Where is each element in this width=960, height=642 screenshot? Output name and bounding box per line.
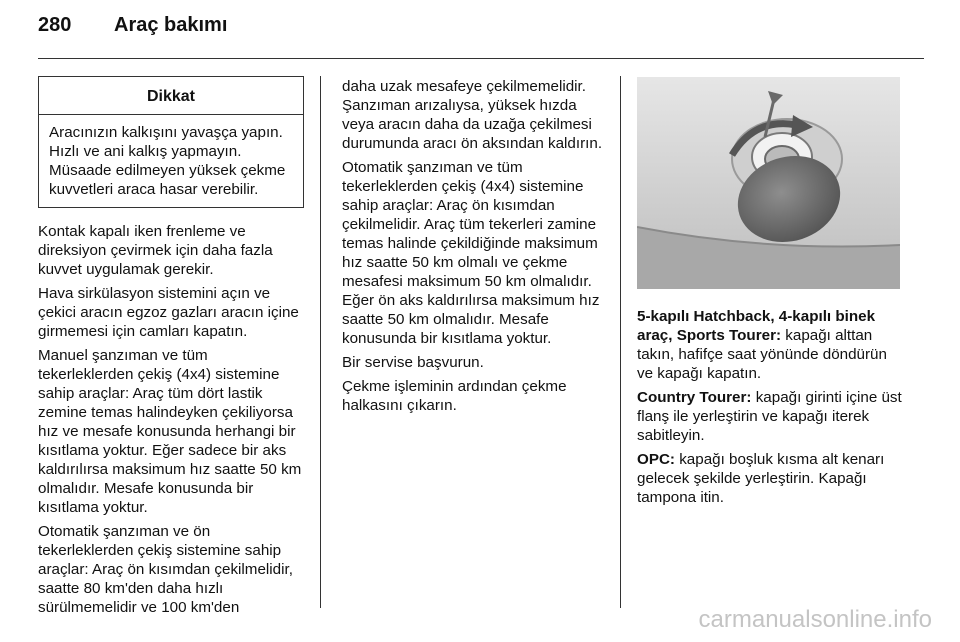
header-rule (38, 58, 924, 59)
paragraph: Çekme işleminin ardından çekme halkasını çıkarın. (342, 378, 567, 414)
cover-illustration (637, 77, 900, 289)
instruction-item (637, 450, 905, 507)
column-1 (38, 76, 304, 622)
item-label: OPC: (637, 451, 675, 468)
column-divider (620, 76, 621, 608)
column-3 (637, 307, 905, 512)
item-text: kapağı girinti içine üst flanş ile yerleştirin ve kapağı iterek sabitleyin. (637, 389, 902, 444)
paragraph: Bir servise başvurun. (342, 354, 484, 371)
caution-box (38, 76, 304, 208)
instruction-item (637, 307, 905, 383)
caution-text: Aracınızın kalkışını yavaşça yapın. Hızlı ve ani kalkış yapmayın. Müsaade edilmeyen yüksek çekme kuvvetleri araca hasar verebilir. (49, 124, 286, 198)
paragraph: Manuel şanzıman ve tüm tekerleklerden çekiş (4x4) sistemine sahip araçlar: Araç tüm dört lastik zemine temas halindeyken çekiliyorsa hız ve mesafe konusunda herhangi bir kısıtlama yoktur. Eğer sadece bir aks kaldırılırsa maksimum hız saatte 50 km olmalıdır. Mesafe konusunda bir kısıtlama yoktur. (38, 347, 302, 516)
paragraph: Otomatik şanzıman ve ön tekerleklerden çekiş sistemine sahip araçlar: Araç ön kısımdan çekilmelidir, saatte 80 km'den daha hızlı sürülmemelidir ve 100 km'den (38, 523, 293, 616)
column-2 (342, 77, 604, 420)
towing-eye-cover-photo (637, 77, 900, 289)
paragraph: Hava sirkülasyon sistemini açın ve çekici aracın egzoz gazları aracın içine girmemesi için camları kapatın. (38, 285, 299, 340)
column-divider (320, 76, 321, 608)
paragraph: daha uzak mesafeye çekilmemelidir. Şanzıman arızalıysa, yüksek hızda veya aracın daha da uzağa çekilmesi durumunda aracı ön aksından kaldırın. (342, 78, 603, 152)
item-label: 5-kapılı Hatchback, 4-kapılı binek araç, Sports Tourer: (637, 308, 876, 344)
paragraph: Otomatik şanzıman ve tüm tekerleklerden çekiş (4x4) sistemine sahip araçlar: Araç ön kısımdan çekilmelidir. Araç tüm tekerleri zamine temas halinde çekildiğinde maksimum hız saatte 50 km olmalı ve çekme mesafesi maksimum 50 km olmalıdır. Eğer ön aks kaldırılırsa maksimum hız saatte 50 km olmalıdır. Mesafe konusunda bir kısıtlama yoktur. (342, 159, 600, 347)
section-title: Araç bakımı (114, 14, 228, 36)
caution-title: Dikkat (39, 77, 303, 115)
item-label: Country Tourer: (637, 389, 752, 406)
paragraph: Kontak kapalı iken frenleme ve direksiyon çevirmek için daha fazla kuvvet uygulamak gerekir. (38, 223, 273, 278)
page-header (38, 14, 227, 37)
item-text: kapağı boşluk kısma alt kenarı gelecek şekilde yerleştirin. Kapağı tampona itin. (637, 451, 885, 506)
instruction-item (637, 388, 905, 445)
item-text: kapağı alttan takın, hafifçe saat yönünde döndürün ve kapağı kapatın. (637, 327, 887, 382)
page-number: 280 (38, 14, 72, 36)
watermark: carmanualsonline.info (698, 606, 932, 633)
